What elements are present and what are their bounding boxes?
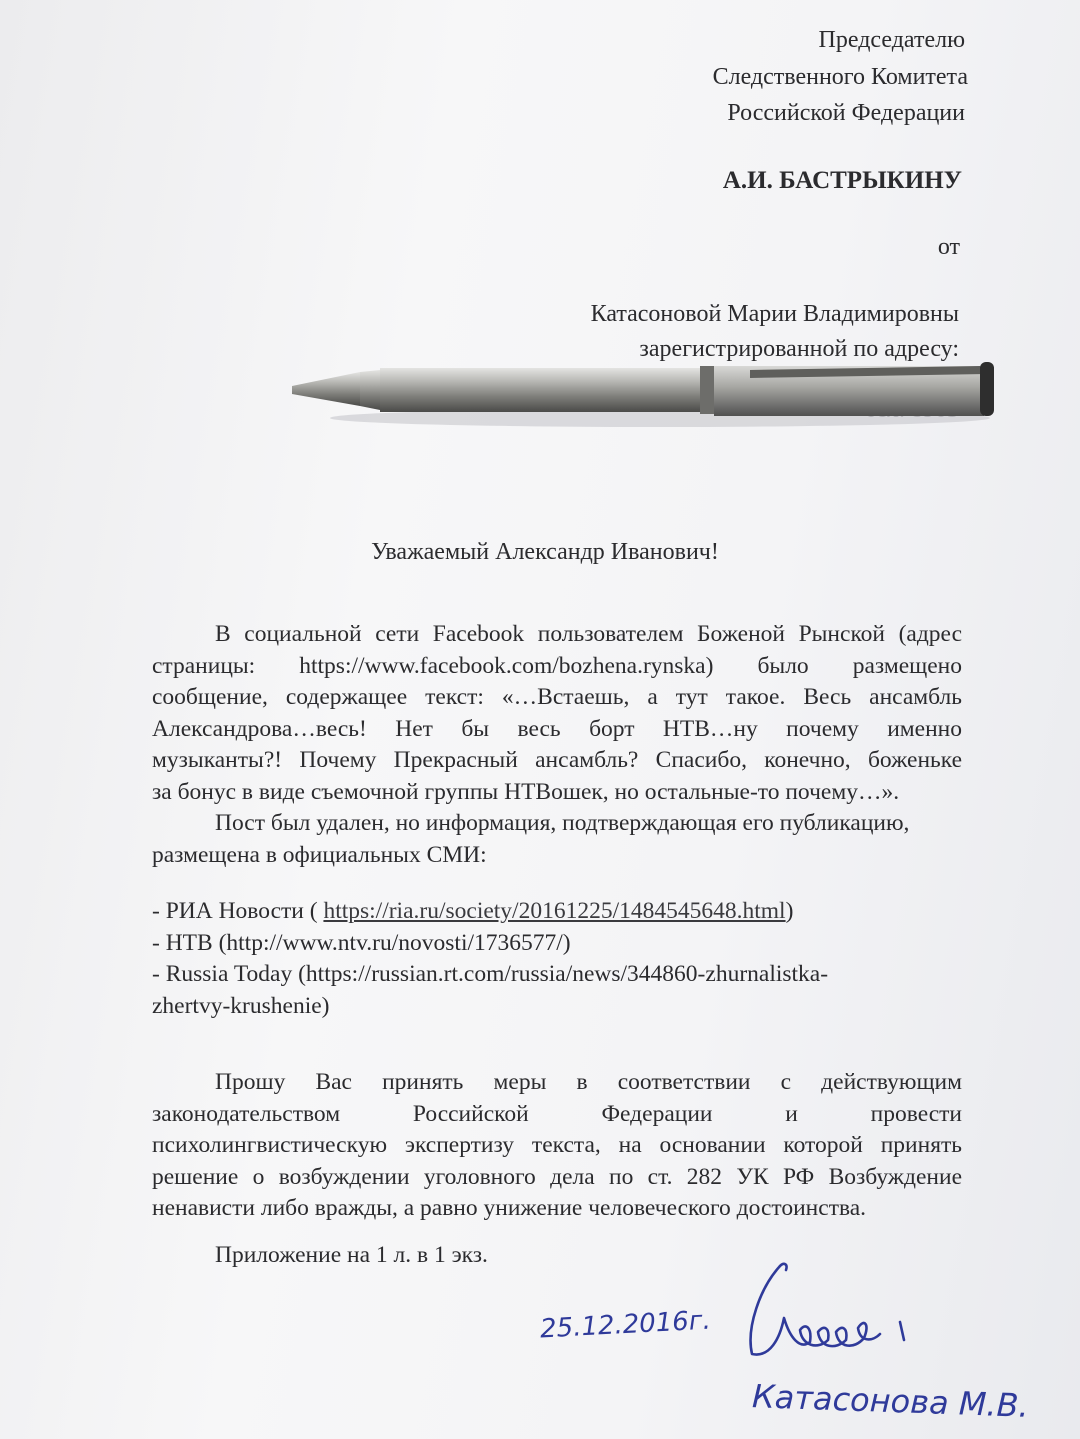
sender-name: Катасоновой Марии Владимировны [590, 301, 959, 327]
text-line: законодательством Российской Федерации и провести [152, 1100, 962, 1127]
paragraph-request [152, 1067, 962, 1225]
pen-image [280, 352, 1010, 432]
ria-link[interactable]: https://ria.ru/society/20161225/1484545648.html [323, 898, 786, 924]
addressee-country: Российской Федерации [727, 100, 965, 126]
signature-image [740, 1258, 920, 1368]
source-rt: - Russia Today (https://russian.rt.com/russia/news/344860-zhurnalistka- [152, 961, 829, 987]
text-line: страницы: https://www.facebook.com/bozhena.rynska) было размещено [152, 652, 962, 679]
text-line: размещена в официальных СМИ: [152, 841, 487, 868]
addressee-position: Председателю [818, 27, 965, 53]
text-line: Прошу Вас принять меры в соответствии с действующим [215, 1069, 962, 1095]
text-line: решение о возбуждении уголовного дела по ст. 282 УК РФ Возбуждение [152, 1163, 962, 1190]
text-line: за бонус в виде съемочной группы НТВошек, но остальные-то почему…». [152, 778, 900, 805]
source-ria: - РИА Новости ( https://ria.ru/society/20161225/1484545648.html) [152, 898, 794, 924]
sender-address-label: зарегистрированной по адресу: [639, 336, 959, 362]
media-sources-list [152, 896, 962, 1022]
source-rt-continued: zhertvy-krushenie) [152, 992, 330, 1019]
text-line: Александрова…весь! Нет бы весь борт НТВ…ну почему именно [152, 715, 962, 742]
text-line: Пост был удален, но информация, подтверждающая его публикацию, [215, 810, 910, 836]
addressee-name: А.И. БАСТРЫКИНУ [722, 167, 962, 194]
addressee-organization: Следственного Комитета [712, 64, 968, 90]
text-line: сообщение, содержащее текст: «…Встаешь, а тут такое. Весь ансамбль [152, 684, 962, 710]
handwritten-date: 25.12.2016г. [539, 1305, 712, 1345]
handwritten-name: Катасонова М.В. [751, 1377, 1030, 1425]
salutation: Уважаемый Александр Иванович! [371, 539, 719, 565]
text-line: В социальной сети Facebook пользователем Боженой Рынской (адрес [215, 621, 962, 647]
paragraph-facebook-post [152, 619, 962, 871]
attachment-note: Приложение на 1 л. в 1 экз. [215, 1242, 488, 1268]
text-line: психолингвистическую экспертизу текста, на основании которой принять [152, 1132, 962, 1158]
from-label: от [937, 234, 960, 260]
source-ntv: - НТВ (http://www.ntv.ru/novosti/1736577/) [152, 929, 571, 956]
text-line: музыканты?! Почему Прекрасный ансамбль? Спасибо, конечно, боженьке [152, 747, 962, 773]
text-line: ненависти либо вражды, а равно унижение человеческого достоинства. [152, 1195, 867, 1221]
